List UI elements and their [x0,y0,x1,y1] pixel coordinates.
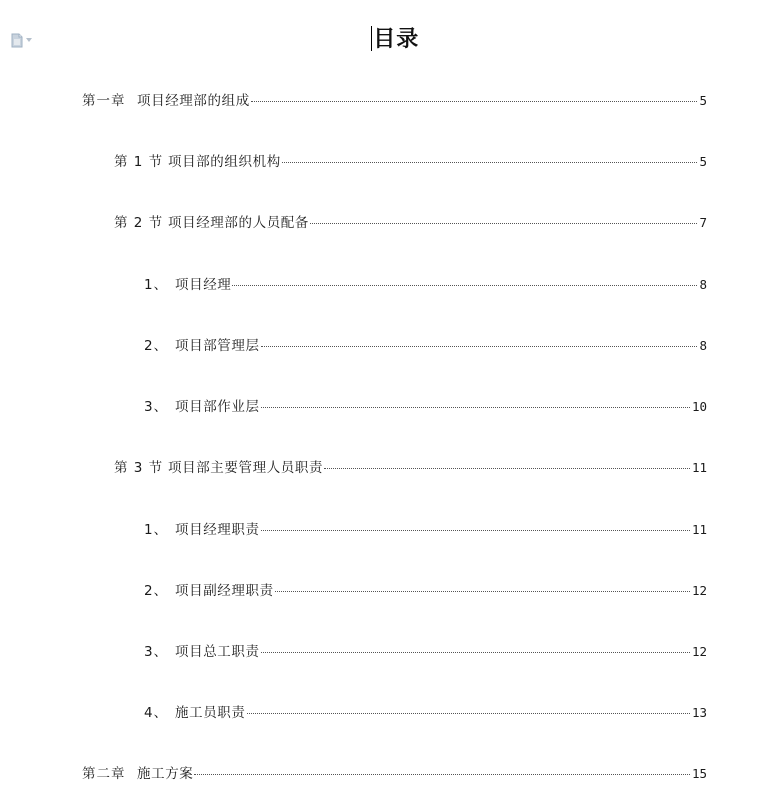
toc-entry[interactable] [144,397,707,417]
toc-entry-page-number: 11 [691,522,707,537]
toc-entry-page-number: 13 [691,705,707,720]
toc-entry-text: 项目经理部的组成 [137,93,250,109]
toc-entry-text: 项目总工职责 [175,644,260,660]
toc-entry-text: 项目部管理层 [175,338,260,354]
toc-dot-leader [194,774,690,775]
toc-entry-text: 项目副经理职责 [175,583,274,599]
toc-dot-leader [310,223,697,224]
toc-entry[interactable] [144,336,707,356]
toc-dot-leader [251,101,698,102]
toc-entry[interactable] [114,458,707,478]
toc-entry-number: 1、 [144,522,169,538]
toc-dot-leader [261,346,698,347]
toc-entry[interactable] [144,703,707,723]
toc-entry-number: 2、 [144,583,169,599]
toc-dot-leader [261,652,690,653]
toc-entry[interactable] [144,520,707,540]
toc-dot-leader [261,530,690,531]
toc-entry[interactable] [114,213,707,233]
toc-entry-number: 3、 [144,399,169,415]
toc-entry-page-number: 7 [699,215,707,230]
toc-entry[interactable] [82,764,707,784]
toc-dot-leader [275,591,690,592]
toc-entry-number: 第 3 节 [114,460,164,476]
toc-entry-text: 项目部主要管理人员职责 [168,460,324,476]
toc-entry-page-number: 5 [699,154,707,169]
toc-dot-leader [247,713,690,714]
toc-entry-page-number: 12 [691,644,707,659]
toc-entry-number: 第二章 [82,766,126,782]
toc-entry-page-number: 5 [699,93,707,108]
toc-entry-text: 项目部作业层 [175,399,260,415]
toc-entry-number: 1、 [144,277,169,293]
toc-dot-leader [261,407,690,408]
toc-entry-page-number: 12 [691,583,707,598]
toc-entry-number: 第一章 [82,93,126,109]
toc-entry-text: 项目经理部的人员配备 [168,215,309,231]
toc-entry-text: 项目经理职责 [175,522,260,538]
toc-dot-leader [232,285,697,286]
toc-dot-leader [282,162,698,163]
toc-entry-number: 2、 [144,338,169,354]
toc-entry-number: 第 2 节 [114,215,164,231]
toc-entry-text: 项目部的组织机构 [168,154,281,170]
toc-entry-number: 第 1 节 [114,154,164,170]
toc-entry[interactable] [114,152,707,172]
toc-entry-page-number: 8 [699,277,707,292]
toc-entry[interactable] [82,91,707,111]
toc-entry-page-number: 10 [691,399,707,414]
toc-entry-page-number: 8 [699,338,707,353]
toc-entry-number: 3、 [144,644,169,660]
toc-entry[interactable] [144,642,707,662]
toc-entry-text: 施工员职责 [175,705,246,721]
toc-entry-number: 4、 [144,705,169,721]
page-title: 目录 [373,26,420,52]
toc-entry-page-number: 15 [691,766,707,781]
toc-entry-text: 施工方案 [137,766,194,782]
toc-entry-text: 项目经理 [175,277,232,293]
toc-dot-leader [324,468,690,469]
toc-entry[interactable] [144,581,707,601]
toc-entry-page-number: 11 [691,460,707,475]
toc-entry[interactable] [144,275,707,295]
